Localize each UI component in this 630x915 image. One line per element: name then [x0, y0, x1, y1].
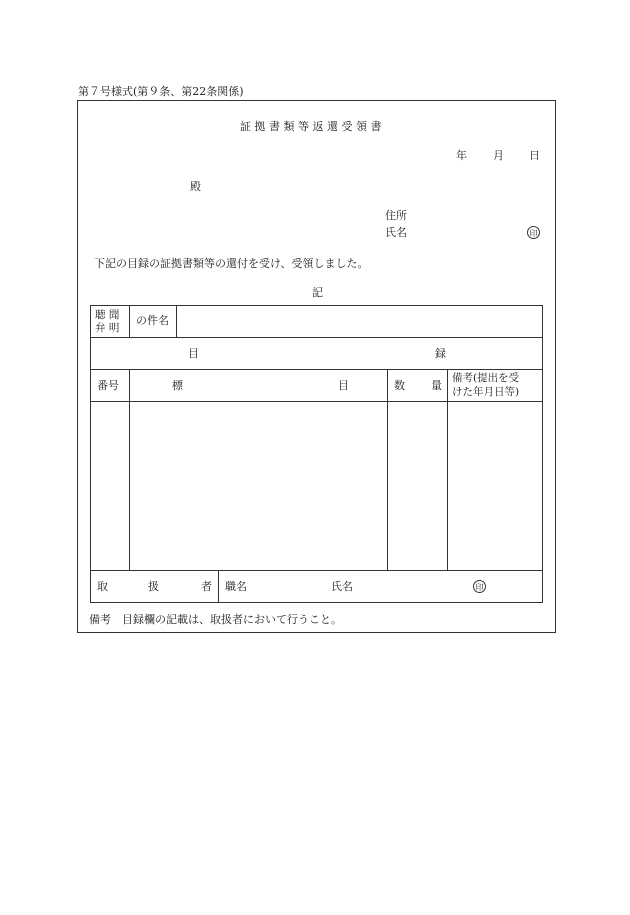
column-header-title-right: 目 — [338, 379, 349, 392]
column-header-number: 番号 — [97, 379, 119, 392]
case-label-divider — [129, 305, 130, 337]
hearing-label: 聴 聞 — [95, 308, 120, 321]
form-number-label: 第７号様式(第９条、第22条関係) — [78, 85, 244, 98]
document-title: 証拠書類等返還受領書 — [240, 120, 385, 133]
number-entry-cell[interactable] — [91, 402, 129, 570]
remarks-line-1: 備考(提出を受 — [452, 372, 520, 385]
table-rule-1 — [90, 337, 543, 338]
ki-label: 記 — [312, 286, 323, 299]
case-name-suffix: の件名 — [136, 314, 169, 328]
handler-label-3: 者 — [201, 580, 212, 593]
remarks-line-2: けた年月日等) — [452, 385, 520, 398]
date-month-label: 月 — [493, 149, 504, 162]
handler-label-2: 扱 — [148, 580, 159, 593]
name-label: 氏名 — [385, 226, 407, 239]
remarks-entry-cell[interactable] — [448, 402, 542, 570]
case-type-label — [95, 307, 119, 337]
receipt-statement: 下記の目録の証拠書類等の還付を受け、受領しました。 — [94, 257, 369, 270]
title-entry-cell[interactable] — [130, 402, 387, 570]
addressee-suffix: 殿 — [190, 180, 201, 193]
seal-icon: 印 — [527, 226, 540, 239]
case-name-field[interactable] — [177, 306, 542, 337]
quantity-entry-cell[interactable] — [388, 402, 447, 570]
column-header-qty-left: 数 — [394, 379, 405, 392]
footer-note: 備考 目録欄の記載は、取扱者において行うこと。 — [89, 613, 342, 626]
inventory-head-right: 録 — [435, 347, 446, 360]
date-year-label: 年 — [456, 149, 467, 162]
handler-label-1: 取 — [97, 580, 108, 593]
column-header-qty-right: 量 — [431, 379, 442, 392]
handler-seal-icon: 印 — [473, 580, 486, 593]
handler-divider — [218, 570, 219, 603]
table-rule-4 — [90, 570, 543, 571]
date-day-label: 日 — [529, 149, 540, 162]
explanation-label: 弁 明 — [95, 322, 120, 334]
handler-post-label: 職名 — [225, 580, 247, 593]
address-label: 住所 — [385, 209, 407, 222]
column-header-title-left: 標 — [172, 379, 183, 392]
inventory-head-left: 目 — [188, 347, 199, 360]
handler-name-label: 氏名 — [331, 580, 353, 593]
column-header-remarks — [452, 370, 519, 401]
